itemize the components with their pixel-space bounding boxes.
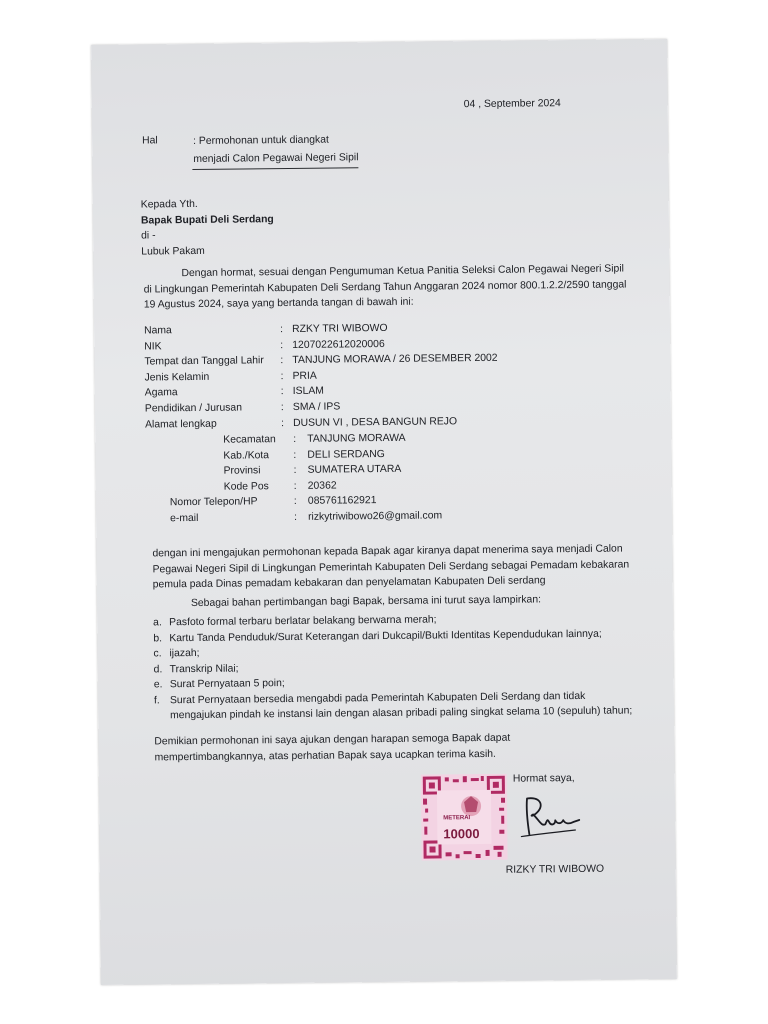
field-value: 1207022612020006	[292, 338, 385, 351]
field-value: TANJUNG MORAWA / 26 DESEMBER 2002	[292, 352, 498, 367]
address-value: 20362	[307, 480, 337, 492]
address-value: SUMATERA UTARA	[307, 464, 402, 476]
intro-paragraph	[143, 261, 633, 313]
address-label: Kecamatan	[223, 434, 276, 446]
attachments-intro-text: Sebagai bahan pertimbangan bagi Bapak, bersama ini turut saya lampirkan:	[190, 594, 542, 610]
address-colon: :	[293, 433, 297, 445]
address-colon: :	[293, 449, 297, 461]
hormat-saya: Hormat saya,	[512, 773, 575, 785]
meterai-stamp	[421, 774, 508, 861]
field-colon: :	[280, 339, 284, 351]
field-value: ISLAM	[292, 385, 324, 398]
list-marker: b.	[153, 632, 163, 644]
list-text: Surat Pernyataan 5 poin;	[169, 678, 285, 691]
field-value: DUSUN VI , DESA BANGUN REJO	[293, 415, 458, 429]
recipient-place: Lubuk Pakam	[141, 245, 205, 258]
request-paragraph: dengan ini mengajukan permohonan kepada Bapak agar kiranya dapat menerima saya menjadi Calon Pegawai Negeri Sipil di Lingkungan Pemerintah Kabupaten Deli Serdang sebagai Pemadam kebakaran pemula pada Dinas pemadam kebakaran dan penyelamatan Kabupaten Deli serdang	[152, 543, 630, 591]
field-colon: :	[280, 355, 284, 367]
recipient-di: di -	[141, 230, 156, 242]
field-value: PRIA	[292, 370, 317, 382]
field-value: SMA / IPS	[292, 401, 341, 413]
list-marker: c.	[153, 648, 162, 660]
list-text: Pasfoto formal terbaru berlatar belakang berwarna merah;	[169, 614, 437, 629]
field-colon: :	[280, 370, 284, 382]
address-value: TANJUNG MORAWA	[307, 432, 406, 445]
field-label: Nama	[144, 325, 172, 337]
contact-colon: :	[293, 511, 297, 523]
list-marker: a.	[153, 617, 162, 629]
signer-name: RIZKY TRI WIBOWO	[505, 863, 605, 876]
address-colon: :	[293, 480, 297, 492]
recipient-kepada: Kepada Yth.	[140, 198, 198, 211]
field-colon: :	[280, 324, 284, 336]
letter-content	[91, 39, 677, 985]
field-label: Jenis Kelamin	[144, 371, 210, 384]
contact-label: e-mail	[170, 512, 199, 525]
contact-value: rizkytriwibowo26@gmail.com	[307, 510, 443, 523]
list-text: Kartu Tanda Penduduk/Surat Keterangan dari Dukcapil/Bukti Identitas Kependudukan lainnya;	[169, 628, 602, 644]
field-label: Pendidikan / Jurusan	[144, 402, 243, 415]
list-marker: d.	[153, 663, 163, 675]
attachments-intro	[153, 591, 643, 612]
hal-line-2: menjadi Calon Pegawai Negeri Sipil	[193, 152, 359, 165]
contact-value: 085761162921	[307, 495, 377, 508]
hal-subject	[193, 131, 359, 169]
contact-label: Nomor Telepon/HP	[169, 496, 258, 509]
personal-data-table	[144, 319, 605, 433]
field-label: Alamat lengkap	[145, 418, 217, 431]
address-label: Kab./Kota	[223, 449, 270, 462]
field-colon: :	[281, 417, 285, 429]
address-label: Kode Pos	[223, 480, 269, 493]
attachments-list	[153, 610, 644, 724]
list-text: mengajukan pindah ke instansi lain dengan alasan pribadi paling singkat selama 10 (sepuluh) tahun;	[170, 705, 633, 722]
field-label: Agama	[144, 387, 178, 399]
field-value: RZKY TRI WIBOWO	[292, 322, 388, 335]
list-text: ijazah;	[169, 647, 200, 660]
closing-line-2: mempertimbangkannya, atas perhatian Bapak saya ucapkan terima kasih.	[154, 748, 496, 763]
letter-paper	[91, 39, 677, 985]
address-label: Provinsi	[223, 465, 261, 477]
field-label: NIK	[144, 340, 162, 353]
closing-paragraph	[154, 731, 510, 766]
hal-label: Hal	[142, 135, 158, 147]
meterai-title: METERAI	[443, 815, 471, 822]
recipient-block	[141, 196, 274, 259]
signature-graphic	[515, 790, 588, 843]
recipient-name: Bapak Bupati Deli Serdang	[140, 213, 274, 227]
intro-text: Dengan hormat, sesuai dengan Pengumuman Ketua Panitia Seleksi Calon Pegawai Negeri Sipil di Lingkungan Pemerintah Kabupaten Deli Serdang Tahun Anggaran 2024 nomor 800.1.2.2/2590 tanggal 19 Agustus 2024, saya yang bertanda tangan di bawah ini:	[143, 263, 627, 311]
list-marker: f.	[153, 694, 160, 706]
list-marker: e.	[153, 679, 163, 691]
field-label: Tempat dan Tanggal Lahir	[144, 355, 264, 368]
list-text: Transkrip Nilai;	[169, 663, 239, 675]
contact-colon: :	[293, 496, 297, 508]
field-colon: :	[280, 402, 284, 414]
address-details	[145, 429, 606, 527]
list-text: Surat Pernyataan bersedia mengabdi pada Pemerintah Kabupaten Deli Serdang dan tidak	[169, 690, 586, 706]
address-value: DELI SERDANG	[307, 448, 385, 461]
hal-line-1: : Permohonan untuk diangkat	[193, 134, 329, 147]
meterai-amount: 10000	[443, 826, 480, 842]
address-colon: :	[293, 465, 297, 477]
letter-date: 04 , September 2024	[463, 98, 561, 111]
field-colon: :	[280, 386, 284, 398]
signature	[515, 790, 588, 843]
closing-line-1: Demikian permohonan ini saya ajukan dengan harapan semoga Bapak dapat	[154, 732, 511, 748]
